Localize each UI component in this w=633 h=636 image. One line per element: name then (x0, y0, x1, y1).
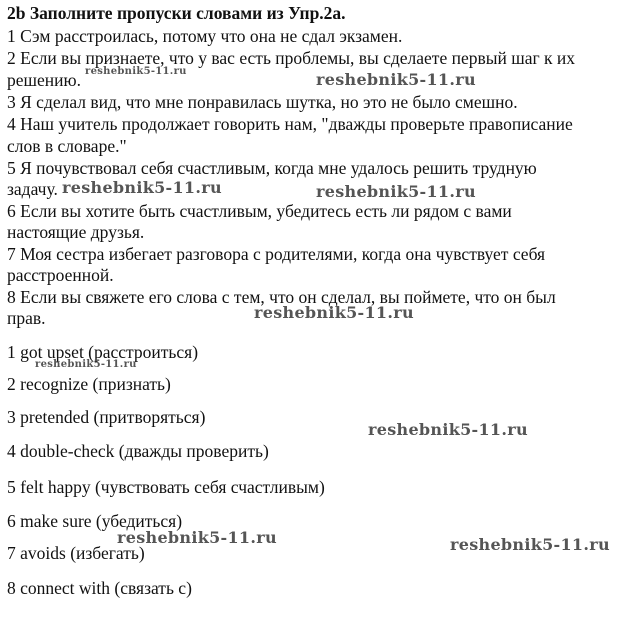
answer-line: 7 avoids (избегать) (7, 543, 145, 563)
answer-line: 3 pretended (притворяться) (7, 407, 206, 427)
sentence-line: 4 Наш учитель продолжает говорить нам, "дважды проверьте правописание (7, 114, 573, 134)
watermark: reshebnik5-11.ru (62, 178, 222, 197)
watermark: reshebnik5-11.ru (316, 182, 476, 201)
sentence-line: 1 Сэм расстроилась, потому что она не сдал экзамен. (7, 26, 403, 46)
sentence-line: слов в словаре." (7, 136, 127, 156)
sentence-line: 6 Если вы хотите быть счастливым, убедитесь есть ли рядом с вами (7, 201, 512, 221)
answer-line: 5 felt happy (чувствовать себя счастливым) (7, 477, 325, 497)
answer-line: 1 got upset (расстроиться) (7, 342, 199, 362)
watermark: reshebnik5-11.ru (368, 420, 528, 439)
exercise-title: 2b Заполните пропуски словами из Упр.2а. (7, 3, 346, 23)
watermark: reshebnik5-11.ru (85, 66, 187, 77)
sentence-line: 5 Я почувствовал себя счастливым, когда мне удалось решить трудную (7, 158, 537, 178)
sentence-line: 8 Если вы свяжете его слова с тем, что он сделал, вы поймете, что он был (7, 287, 556, 307)
watermark: reshebnik5-11.ru (35, 359, 137, 370)
watermark: reshebnik5-11.ru (254, 303, 414, 322)
watermark: reshebnik5-11.ru (117, 528, 277, 547)
sentence-line: 3 Я сделал вид, что мне понравилась шутка, но это не было смешно. (7, 92, 518, 112)
watermark: reshebnik5-11.ru (450, 535, 610, 554)
answer-line: 2 recognize (признать) (7, 374, 171, 394)
watermark: reshebnik5-11.ru (316, 70, 476, 89)
answer-line: 8 connect with (связать с) (7, 578, 192, 598)
sentence-line: 2 Если вы признаете, что у вас есть проблемы, вы сделаете первый шаг к их (7, 48, 576, 68)
sentence-line: 7 Моя сестра избегает разговора с родителями, когда она чувствует себя (7, 244, 546, 264)
answer-line: 4 double-check (дважды проверить) (7, 441, 269, 461)
sentence-line: решению. (7, 70, 81, 90)
sentence-line: настоящие друзья. (7, 222, 145, 242)
sentence-line: расстроенной. (7, 265, 114, 285)
sentence-line: задачу. (7, 179, 58, 199)
sentence-line: прав. (7, 308, 46, 328)
answer-line: 6 make sure (убедиться) (7, 511, 183, 531)
